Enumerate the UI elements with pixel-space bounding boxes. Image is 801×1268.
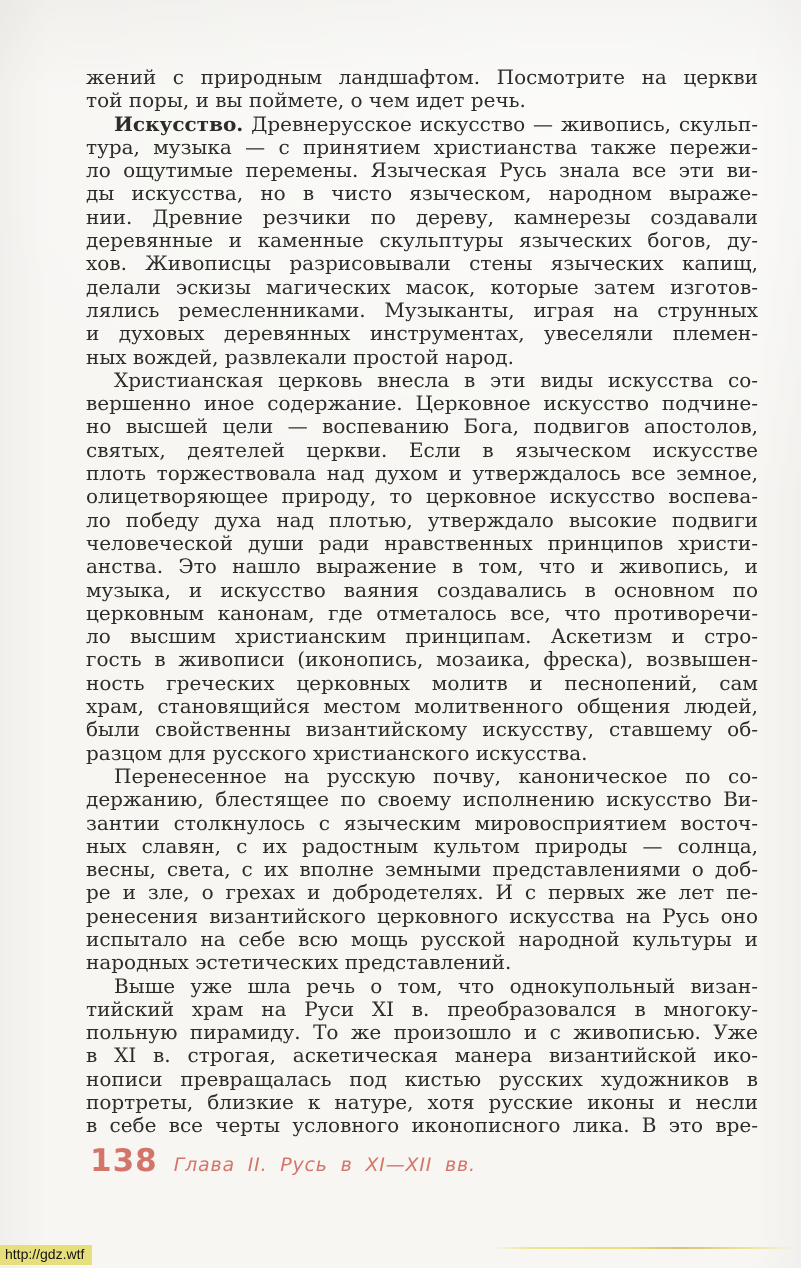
text-line: вершенно иное содержание. Церковное искусство подчине- xyxy=(86,392,758,416)
text-line: святых, деятелей церкви. Если в языческом искусстве xyxy=(86,438,758,462)
text-line: ло высшим христианским принципам. Аскетизм и стро- xyxy=(86,625,758,649)
text-line: ренесения византийского церковного искусства на Русь оно xyxy=(86,904,758,928)
text-line: Искусство. Древнерусское искусство — живопись, скульп- xyxy=(114,112,758,136)
text-line: плоть торжествовала над духом и утверждалось все земное, xyxy=(86,462,758,486)
text-line: музыка, и искусство ваяния создавались в основном по xyxy=(86,578,758,602)
body-text xyxy=(86,66,758,1138)
text-line: ных вождей, развлекали простой народ. xyxy=(86,345,514,369)
text-line: в XI в. строгая, аскетическая манера византийской ико- xyxy=(86,1044,758,1068)
paragraph xyxy=(86,66,758,113)
text-line: народных эстетических представлений. xyxy=(86,951,512,975)
text-line: зантии столкнулось с языческим мировосприятием восточ- xyxy=(86,811,758,835)
text-line: были свойственны византийскому искусству, ставшему об- xyxy=(86,718,758,742)
text-line: храм, становящийся местом молитвенного общения людей, xyxy=(86,695,758,719)
text-line: испытало на себе всю мощь русской народной культуры и xyxy=(86,927,758,951)
text-line: тийский храм на Руси XI в. преобразовался в многоку- xyxy=(86,997,758,1021)
watermark-url: http://gdz.wtf xyxy=(0,1245,92,1265)
text-line: хов. Живописцы разрисовывали стены языческих капищ, xyxy=(86,252,758,276)
text-line: ре и зле, о грехах и добродетелях. И с первых же лет пе- xyxy=(86,881,758,905)
text-line: ло победу духа над плотью, утверждало высокие подвиги xyxy=(86,508,758,532)
text-line: ных славян, с их радостным культом природы — солнца, xyxy=(86,834,758,858)
text-line: ды искусства, но в чисто языческом, народном выраже- xyxy=(86,182,758,206)
text-line: польную пирамиду. То же произошло и с живописью. Уже xyxy=(86,1021,758,1045)
text-line: олицетворяющее природу, то церковное искусство воспева- xyxy=(86,485,758,509)
text-line: Перенесенное на русскую почву, каноническое по со- xyxy=(114,764,758,788)
paragraph xyxy=(86,765,758,975)
text-line: но высшей цели — воспеванию Бога, подвигов апостолов, xyxy=(86,415,758,439)
scan-artifact-line xyxy=(493,1247,795,1249)
page-number: 138 xyxy=(90,1143,158,1179)
text-line: портреты, близкие к натуре, хотя русские иконы и несли xyxy=(86,1091,758,1115)
text-line: тура, музыка — с принятием христианства также пережи- xyxy=(86,135,758,159)
text-line: Выше уже шла речь о том, что однокупольный визан- xyxy=(114,974,758,998)
text-line: жений с природным ландшафтом. Посмотрите на церкви xyxy=(86,66,758,89)
text-line: гость в живописи (иконопись, мозаика, фреска), возвышен- xyxy=(86,648,758,672)
text-line: держанию, блестящее по своему исполнению искусство Ви- xyxy=(86,788,758,812)
paragraph xyxy=(86,113,758,369)
text-line: деревянные и каменные скульптуры языческих богов, ду- xyxy=(86,229,758,253)
text-line: разцом для русского христианского искусства. xyxy=(86,741,588,765)
text-line: той поры, и вы поймете, о чем идет речь. xyxy=(86,89,526,113)
text-line: Христианская церковь внесла в эти виды искусства со- xyxy=(114,368,758,392)
text-line: лялись ремесленниками. Музыканты, играя на струнных xyxy=(86,298,758,322)
page-footer xyxy=(90,1143,476,1179)
text-line: церковным канонам, где отметалось все, что противоречи- xyxy=(86,601,758,625)
text-line: человеческой души ради нравственных принципов христи- xyxy=(86,531,758,555)
text-line: нописи превращалась под кистью русских художников в xyxy=(86,1067,758,1091)
text-line: в себе все черты условного иконописного лика. В это вре- xyxy=(86,1114,758,1138)
text-line: весны, света, с их вполне земными представлениями о доб- xyxy=(86,858,758,882)
paragraph-lead-word: Искусство. xyxy=(114,112,244,136)
text-line: делали эскизы магических масок, которые затем изготов- xyxy=(86,275,758,299)
text-line: и духовых деревянных инструментах, увеселяли племен- xyxy=(86,322,758,346)
text-line: нии. Древние резчики по дереву, камнерезы создавали xyxy=(86,205,758,229)
paragraph xyxy=(86,369,758,765)
text-line: ность греческих церковных молитв и песнопений, сам xyxy=(86,671,758,695)
text-line: ло ощутимые перемены. Языческая Русь знала все эти ви- xyxy=(86,159,758,183)
text-line: анства. Это нашло выражение в том, что и живопись, и xyxy=(86,555,758,579)
chapter-title: Глава II. Русь в XI—XII вв. xyxy=(173,1154,476,1176)
paragraph xyxy=(86,975,758,1138)
